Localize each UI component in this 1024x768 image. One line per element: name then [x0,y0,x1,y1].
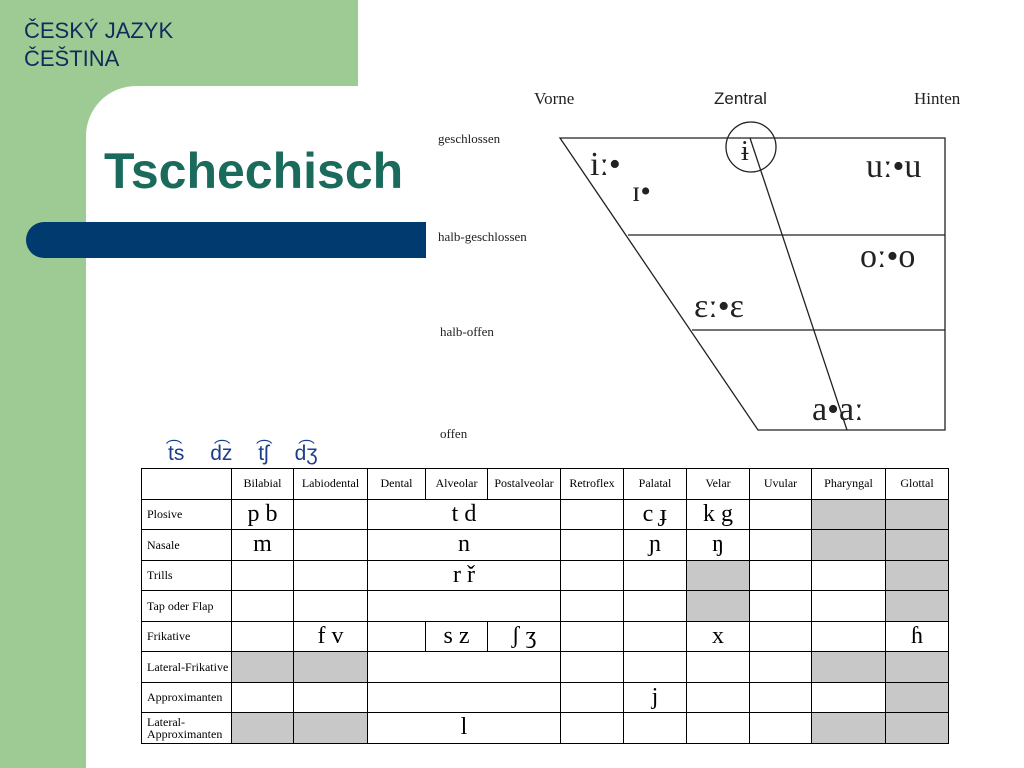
cell-plosive-alveolar: t d [368,499,561,530]
table-row-lateral-frikative [142,652,949,683]
col-palatal: Palatal [624,469,687,500]
table-row-tap [142,591,949,622]
cell-nasal-alveolar: n [368,530,561,561]
col-velar: Velar [687,469,750,500]
vowel-near-close: ɪ• [632,175,651,208]
header-line-2: ČEŠTINA [24,46,120,71]
col-bilabial: Bilabial [232,469,294,500]
vowel-central-close: ɨ [741,136,749,167]
cell-fric-glottal: ɦ [886,621,949,652]
corner-cell [142,469,232,500]
table-row-trills [142,560,949,591]
row-label: Approximanten [142,682,232,713]
col-retroflex: Retroflex [561,469,624,500]
col-glottal: Glottal [886,469,949,500]
page-title: Tschechisch [104,143,404,199]
table-row-lateral-approximanten [142,713,949,744]
cell-nasal-bilabial: m [232,530,294,561]
row-closed-label: geschlossen [438,131,501,146]
affricate-ts: t͡s [168,442,185,465]
row-label: Nasale [142,530,232,561]
title-underline-bar [26,222,426,258]
consonant-table [141,468,949,744]
col-pharyngal: Pharyngal [812,469,886,500]
cell-fric-labiodental: f v [294,621,368,652]
col-back-label: Hinten [914,89,961,108]
central-vowel-circle [726,122,776,172]
cell-latapprox-alveolar: l [368,713,561,744]
vowel-open: a•aː [812,391,864,428]
vowel-front-close: iː• [590,146,621,183]
col-front-label: Vorne [534,89,575,108]
affricate-dz: d͡z [210,442,233,465]
col-postalveolar: Postalveolar [488,469,561,500]
row-label: Lateral-Approximanten [142,713,232,744]
table-row-plosive [142,499,949,530]
table-row-nasale [142,530,949,561]
vowel-back-close: uː•u [866,148,922,185]
cell-approx-palatal: j [624,682,687,713]
cell-plosive-bilabial: p b [232,499,294,530]
affricate-dzh: d͡ʒ [294,442,318,465]
header-text [24,17,173,73]
cell-fric-postalveolar: ʃ ʒ [488,621,561,652]
row-label: Lateral-Frikative [142,652,232,683]
col-dental: Dental [368,469,426,500]
affricates-row [168,442,338,466]
affricate-tsh: t͡ʃ [258,442,269,465]
row-label: Plosive [142,499,232,530]
row-label: Frikative [142,621,232,652]
cell-plosive-velar: k g [687,499,750,530]
col-alveolar: Alveolar [426,469,488,500]
row-open-label: offen [440,426,468,441]
col-labiodental: Labiodental [294,469,368,500]
cell-nasal-palatal: ɲ [624,530,687,561]
vowel-front-openmid: ɛː•ɛ [694,288,744,325]
vowel-chart [420,80,980,450]
col-uvular: Uvular [750,469,812,500]
vowel-back-mid: oː•o [860,238,916,275]
row-label: Tap oder Flap [142,591,232,622]
row-label: Trills [142,560,232,591]
cell-trill-alveolar: r ř [368,560,561,591]
table-row-frikative [142,621,949,652]
col-central-label: Zentral [714,89,767,108]
cell-fric-alveolar: s z [426,621,488,652]
cell-plosive-palatal: c ɟ [624,499,687,530]
table-row-approximanten [142,682,949,713]
cell-nasal-velar: ŋ [687,530,750,561]
row-openmid-label: halb-offen [440,324,494,339]
header-line-1: ČESKÝ JAZYK [24,18,174,43]
cell-fric-velar: x [687,621,750,652]
row-closemid-label: halb-geschlossen [438,229,527,244]
left-green-bar [0,0,86,768]
